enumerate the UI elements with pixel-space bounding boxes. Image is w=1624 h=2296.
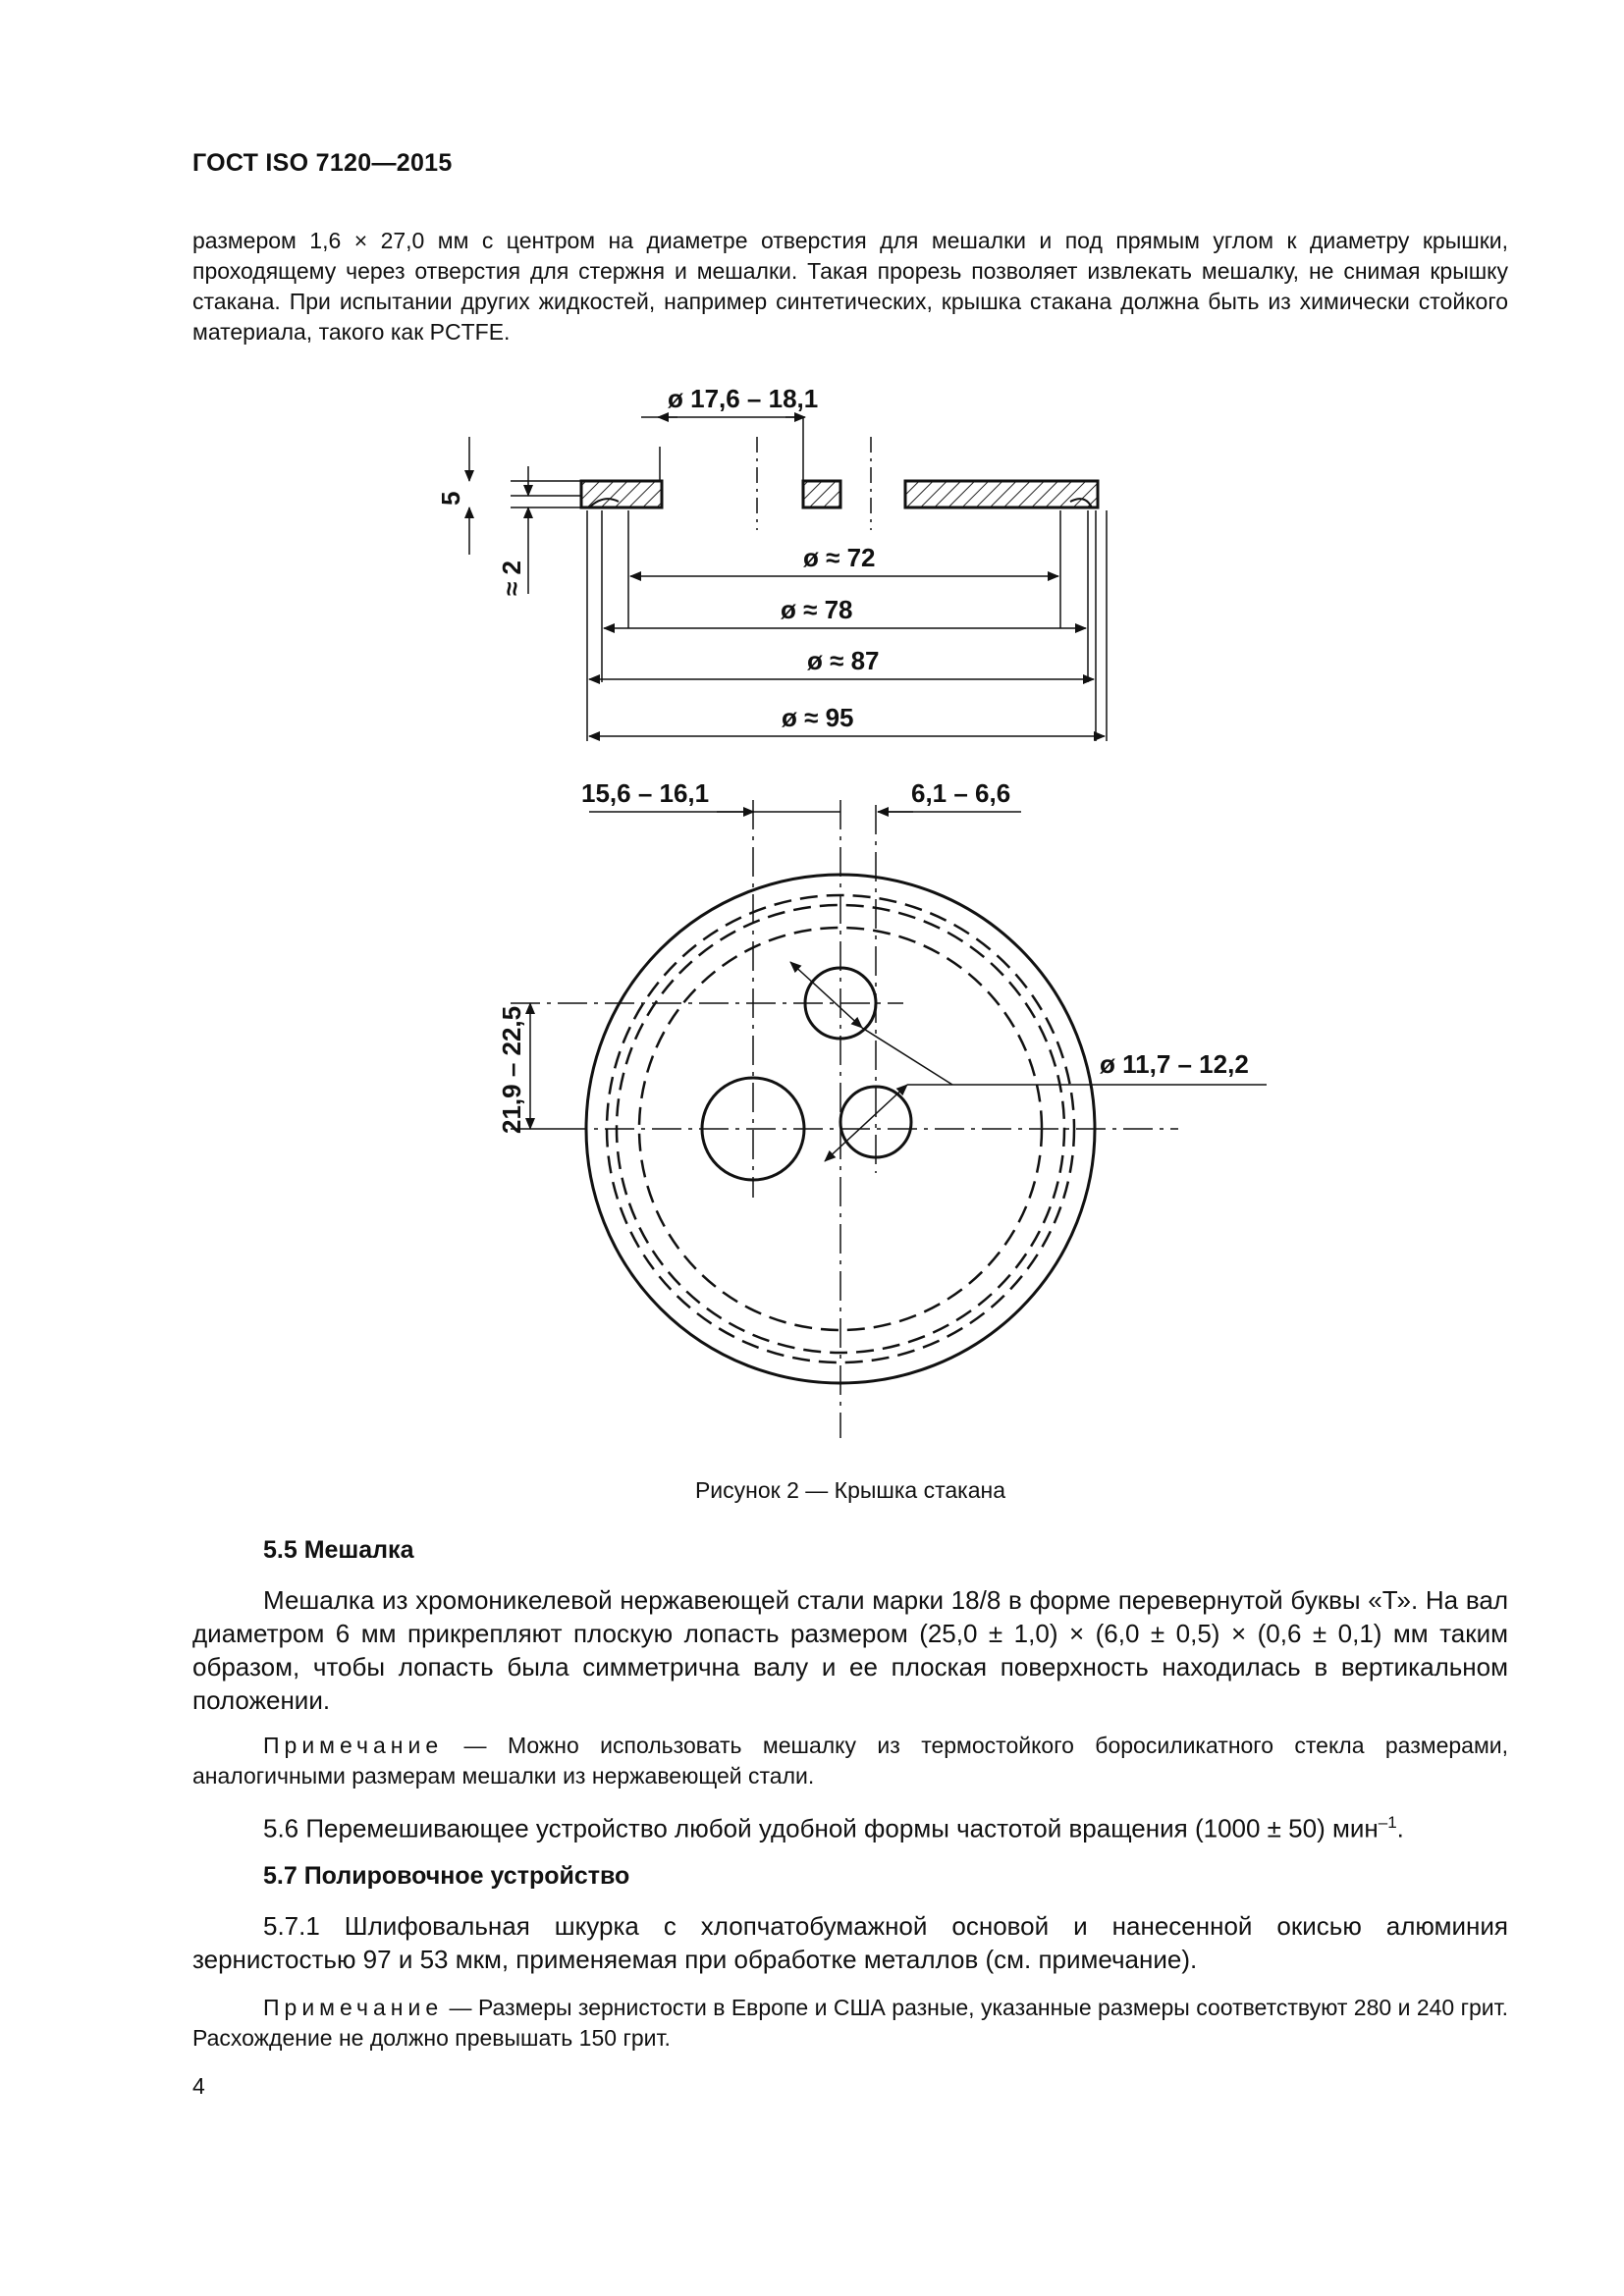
section-5-6-paragraph xyxy=(192,1806,1508,1845)
dim-label-d95: ø ≈ 95 xyxy=(782,703,854,732)
note-5-5-text: — Можно использовать мешалку из термостойкого боросиликатного стекла размерами, аналогичными размерам мешалки из нержавеющей стали. xyxy=(192,1733,1508,1789)
dim-label-thickness: 5 xyxy=(436,491,465,506)
note-5-5-label: Примечание xyxy=(263,1733,444,1758)
dim-label-d78: ø ≈ 78 xyxy=(781,595,853,624)
note-5-7 xyxy=(192,1993,1508,2054)
note-5-5 xyxy=(192,1731,1508,1791)
section-5-6-end: . xyxy=(1396,1813,1404,1843)
lid-section-view xyxy=(581,481,1098,507)
section-5-5-text: Мешалка из хромоникелевой нержавеющей стали марки 18/8 в форме перевернутой буквы «Т». На вал диаметром 6 мм прикрепляют плоскую лопасть размером (25,0 ± 1,0) × (6,0 ± 0,5) × (0,6 ± 0,1) мм таким образом, чтобы лопасть была симметрична валу и ее плоская поверхность находилась в вертикальном положении. xyxy=(192,1585,1508,1715)
section-5-7-1-paragraph xyxy=(192,1909,1508,1976)
dim-label-small-holes: ø 11,7 – 12,2 xyxy=(1100,1049,1249,1079)
dim-label-recess: ≈ 2 xyxy=(497,561,526,596)
section-5-5-heading: 5.5 Мешалка xyxy=(263,1536,414,1564)
dim-label-top-hole: ø 17,6 – 18,1 xyxy=(668,384,819,413)
note-5-7-label: Примечание xyxy=(263,1995,444,2020)
figure-caption: Рисунок 2 — Крышка стакана xyxy=(694,1477,1006,1503)
dim-label-d72: ø ≈ 72 xyxy=(803,543,876,572)
note-5-7-text: — Размеры зернистости в Европе и США разные, указанные размеры соответствуют 280 и 240 грит. Расхождение не должно превышать 150 грит. xyxy=(192,1995,1508,2051)
section-5-6-sup: –1 xyxy=(1378,1813,1397,1832)
intro-paragraph: размером 1,6 × 27,0 мм с центром на диаметре отверстия для мешалки и под прямым углом к диаметру крышки, проходящему через отверстия для стержня и мешалки. Такая прорезь позволяет извлекать мешалку, не снимая крышку стакана. При испытании других жидкостей, например синтетических, крышка стакана должна быть из химически стойкого материала, такого как PCTFE. xyxy=(192,228,1508,345)
dim-label-vertical-offset: 21,9 – 22,5 xyxy=(497,1005,526,1134)
section-5-6-text: 5.6 Перемешивающее устройство любой удобной формы частотой вращения (1000 ± 50) мин xyxy=(263,1813,1379,1843)
section-5-7-heading: 5.7 Полировочное устройство xyxy=(263,1862,630,1890)
section-5-7-1-text: 5.7.1 Шлифовальная шкурка с хлопчатобумажной основой и нанесенной окисью алюминия зернистостью 97 и 53 мкм, применяемая при обработке металлов (см. примечание). xyxy=(192,1911,1508,1974)
dim-label-offset-left: 15,6 – 16,1 xyxy=(581,778,710,808)
plan-centre-lines xyxy=(511,800,1178,1438)
dim-label-offset-right: 6,1 – 6,6 xyxy=(911,778,1011,808)
figure-lid-drawing xyxy=(393,368,1335,1463)
section-5-5-paragraph xyxy=(192,1583,1508,1717)
page-number: 4 xyxy=(192,2073,205,2099)
extension-lines xyxy=(511,417,1107,741)
technical-drawing xyxy=(393,368,1335,1463)
dim-label-d87: ø ≈ 87 xyxy=(807,646,880,675)
document-header: ГОСТ ISO 7120—2015 xyxy=(192,149,453,177)
